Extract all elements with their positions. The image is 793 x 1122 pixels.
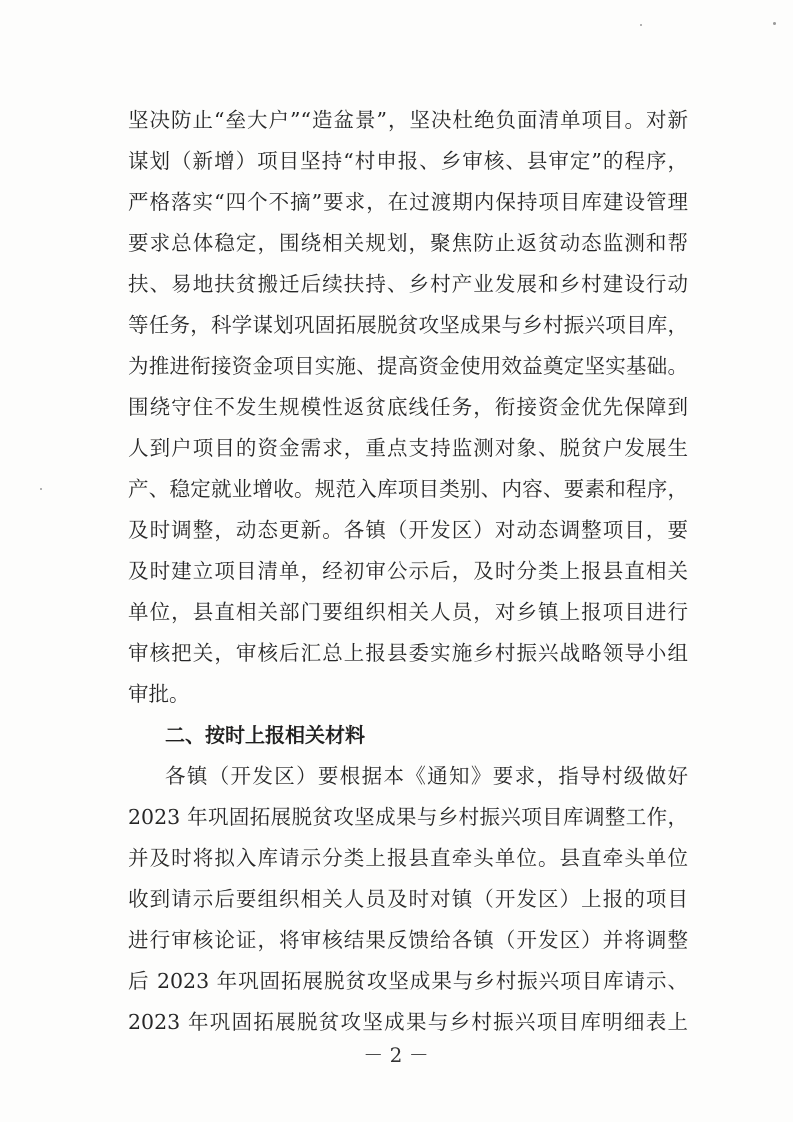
body-text-line: 人到户项目的资金需求，重点支持监测对象、脱贫户发展生 (128, 436, 688, 460)
page-number: － 2 － (363, 1043, 429, 1067)
body-text-line: 及时建立项目清单，经初审公示后，及时分类上报县直相关 (128, 559, 688, 583)
body-text-line: 要求总体稳定，围绕相关规划，聚焦防止返贫动态监测和帮 (128, 231, 688, 255)
body-text-line: 严格落实“四个不摘”要求，在过渡期内保持项目库建设管理 (128, 190, 688, 214)
scan-speck (773, 22, 776, 25)
body-text-line: 各镇（开发区）要根据本《通知》要求，指导村级做好 (165, 764, 688, 788)
section-heading: 二、按时上报相关材料 (165, 723, 365, 747)
body-text-line: 进行审核论证，将审核结果反馈给各镇（开发区）并将调整 (128, 928, 688, 952)
body-text-line: 2023 年巩固拓展脱贫攻坚成果与乡村振兴项目库明细表上 (128, 1010, 688, 1034)
body-text-line: 为推进衔接资金项目实施、提高资金使用效益奠定坚实基础。 (128, 354, 688, 378)
body-text-line: 产、稳定就业增收。规范入库项目类别、内容、要素和程序， (128, 477, 688, 501)
body-text-line: 围绕守住不发生规模性返贫底线任务，衔接资金优先保障到 (128, 395, 688, 419)
body-text-line: 审核把关，审核后汇总上报县委实施乡村振兴战略领导小组 (128, 641, 688, 665)
body-text-line: 及时调整，动态更新。各镇（开发区）对动态调整项目，要 (128, 518, 688, 542)
body-text-line: 后 2023 年巩固拓展脱贫攻坚成果与乡村振兴项目库请示、 (128, 969, 688, 993)
body-text-line: 谋划（新增）项目坚持“村申报、乡审核、县审定”的程序， (128, 149, 688, 173)
body-text-line: 2023 年巩固拓展脱贫攻坚成果与乡村振兴项目库调整工作， (128, 805, 688, 829)
body-text-line: 等任务，科学谋划巩固拓展脱贫攻坚成果与乡村振兴项目库， (128, 313, 688, 337)
body-text-line: 收到请示后要组织相关人员及时对镇（开发区）上报的项目 (128, 887, 688, 911)
body-text-line: 坚决防止“垒大户”“造盆景”，坚决杜绝负面清单项目。对新 (128, 108, 688, 132)
scan-speck (640, 24, 642, 26)
body-text-line: 审批。 (128, 682, 190, 706)
scan-speck (40, 488, 42, 490)
body-text-line: 扶、易地扶贫搬迁后续扶持、乡村产业发展和乡村建设行动 (128, 272, 688, 296)
body-text-line: 单位，县直相关部门要组织相关人员，对乡镇上报项目进行 (128, 600, 688, 624)
body-text-line: 并及时将拟入库请示分类上报县直牵头单位。县直牵头单位 (128, 846, 688, 870)
